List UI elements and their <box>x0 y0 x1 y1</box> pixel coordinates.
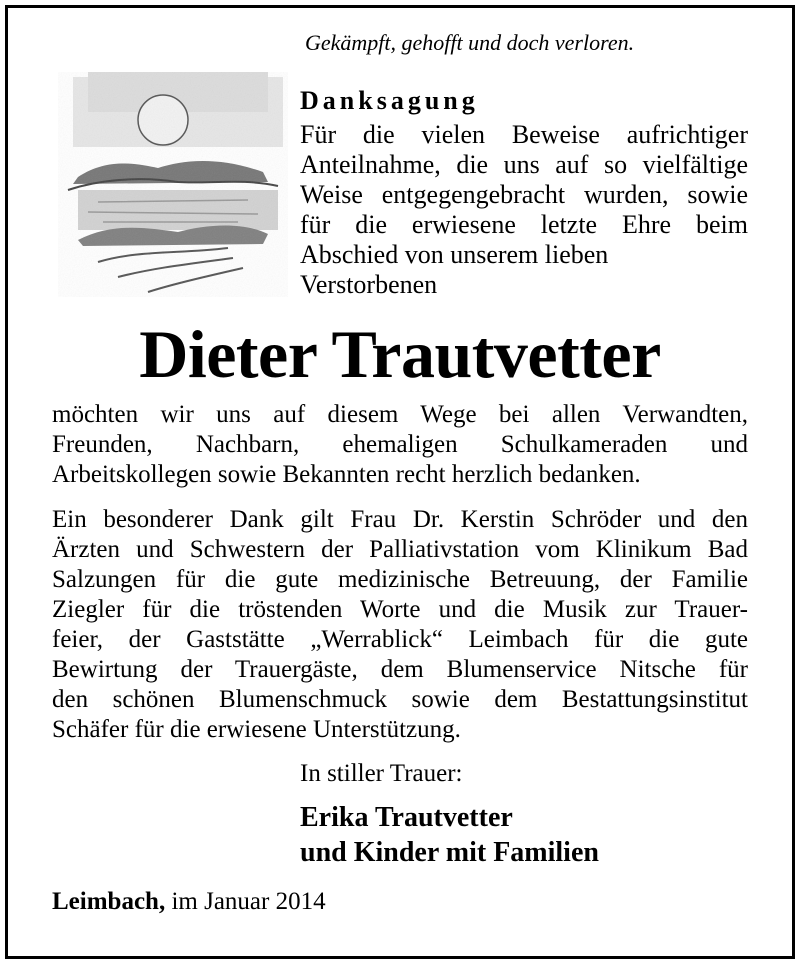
paragraph-line: feier, der Gaststätte „Werrablick“ Leimbach für die gute <box>52 626 748 653</box>
intro-line: Abschied von unserem lieben <box>300 240 609 269</box>
family-signature <box>300 800 599 870</box>
paragraph-line: Bewirtung der Trauergäste, dem Blumenservice Nitsche für <box>52 656 748 683</box>
date: im Januar 2014 <box>171 888 326 915</box>
intro-line: für die erwiesene letzte Ehre beim <box>300 210 748 239</box>
paragraph-line: Arbeitskollegen sowie Bekannten recht herzlich bedanken. <box>52 461 641 488</box>
intro-text <box>300 120 748 300</box>
intro-line: Weise entgegengebracht wurden, sowie <box>300 180 748 209</box>
paragraph-line: Ärzten und Schwestern der Palliativstation vom Klinikum Bad <box>52 536 748 563</box>
intro-line: Anteilnahme, die uns auf so vielfältige <box>300 150 748 179</box>
sun-over-sea-landscape-icon <box>58 72 288 297</box>
paragraph-line: Ziegler für die tröstenden Worte und die Musik zur Trauer- <box>52 596 748 623</box>
paragraph-special-thanks <box>52 505 748 745</box>
mourning-label: In stiller Trauer: <box>300 760 463 787</box>
family-line: Erika Trautvetter <box>300 802 513 833</box>
paragraph-line: Freunden, Nachbarn, ehemaligen Schulkameraden und <box>52 431 748 458</box>
intro-line: Verstorbenen <box>300 270 438 299</box>
intro-line: Für die vielen Beweise aufrichtiger <box>300 120 748 149</box>
place: Leimbach, <box>52 888 166 915</box>
heading-danksagung: Danksagung <box>300 86 479 115</box>
family-line: und Kinder mit Familien <box>300 837 599 868</box>
paragraph-line: Ein besonderer Dank gilt Frau Dr. Kerstin Schröder und den <box>52 506 748 533</box>
paragraph-line: den schönen Blumenschmuck sowie dem Bestattungsinstitut <box>52 686 748 713</box>
paragraph-line: möchten wir uns auf diesem Wege bei allen Verwandten, <box>52 401 748 428</box>
motto: Gekämpft, gehofft und doch verloren. <box>305 30 635 55</box>
place-date <box>52 888 326 916</box>
paragraph-line: Salzungen für die gute medizinische Betreuung, der Familie <box>52 566 748 593</box>
paragraph-line: Schäfer für die erwiesene Unterstützung. <box>52 716 461 743</box>
deceased-name: Dieter Trautvetter <box>139 316 661 392</box>
paragraph-thanks <box>52 400 748 490</box>
